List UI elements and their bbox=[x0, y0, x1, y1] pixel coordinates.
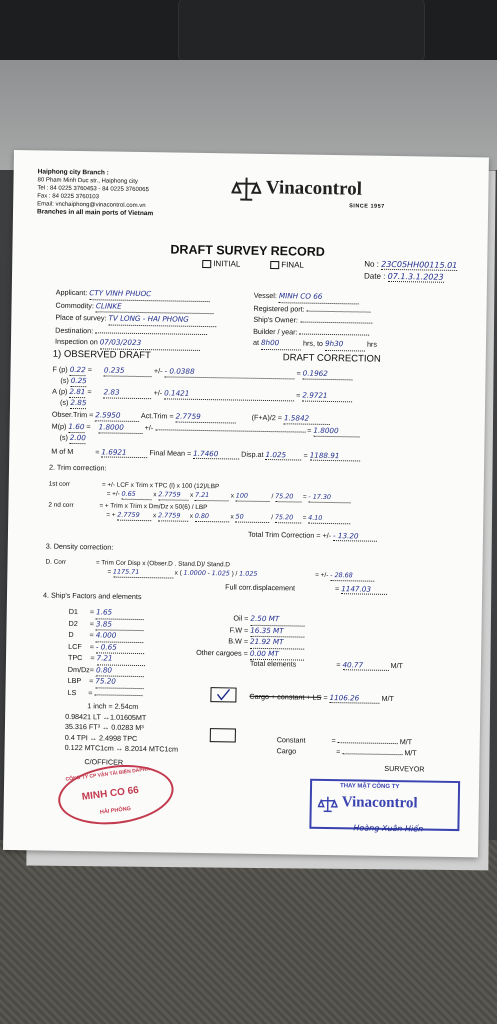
a-corr-value: 0.1421 bbox=[164, 388, 294, 401]
second-dmdz-value: 0.80 bbox=[195, 512, 229, 523]
cargo-constant-label: Cargo + constant + LS bbox=[249, 691, 322, 702]
a-label: A (p) bbox=[52, 386, 68, 396]
obs-density-value: 1.0000 bbox=[183, 568, 206, 578]
no-value: 23C05HH00115.01 bbox=[381, 259, 458, 270]
first-corr-formula: = +/- LCF x Trim x TPC (l) x 100 (12)/LBP bbox=[101, 481, 220, 491]
oil-label: Oil bbox=[233, 613, 243, 623]
stamp-city: HẢI PHÒNG bbox=[99, 805, 132, 816]
branch-info bbox=[37, 168, 154, 218]
fw-value: 16.35 MT bbox=[250, 625, 304, 637]
total-trim-value: - 13.20 bbox=[333, 531, 377, 542]
second-lbp-value: 75.20 bbox=[275, 513, 301, 523]
document-title: DRAFT SURVEY RECORD bbox=[170, 242, 325, 259]
trim-heading: 2. Trim correction: bbox=[48, 462, 107, 473]
total-elements-unit: M/T bbox=[390, 660, 403, 671]
lcf-value: - 0.65 bbox=[96, 642, 144, 654]
m-p-value: 1.60 bbox=[68, 421, 85, 432]
conv-mtc: 0.122 MTC1cm ↔ 8.2014 MTC1cm bbox=[64, 742, 179, 754]
ls-value bbox=[94, 694, 142, 696]
branch-fax: Fax : 84 0225 3760103 bbox=[37, 193, 100, 201]
conv-inch: 1 inch = 2.54cm bbox=[87, 701, 139, 712]
trim-cor-disp-value: 1175.71 bbox=[113, 568, 173, 579]
a-p-value: 2.81 bbox=[69, 386, 86, 397]
stand-density-divisor: 1.025 bbox=[239, 569, 258, 578]
second-trim2-value: 2.7759 bbox=[158, 511, 188, 521]
constant-cargo-rows: Constant = M/T Cargo = M/T bbox=[276, 735, 417, 758]
final-mean-value: 1.7460 bbox=[193, 449, 239, 460]
surveyor-signature: Hoàng Xuân Hiến bbox=[353, 823, 424, 834]
other-cargoes-value: 0.00 MT bbox=[250, 648, 304, 660]
vinacontrol-logo bbox=[231, 175, 385, 210]
m-label: M(p) bbox=[51, 421, 67, 431]
cargo-constant-value: 1106.26 bbox=[329, 693, 379, 704]
d1-value: 1.65 bbox=[96, 607, 144, 619]
stamp-scale-icon bbox=[318, 795, 338, 813]
cargo-value bbox=[342, 753, 402, 755]
constant-unit: M/T bbox=[399, 737, 413, 747]
a-s-value: 2.85 bbox=[70, 397, 87, 408]
first-corr-label: 1st corr bbox=[48, 480, 71, 488]
at-label: at bbox=[252, 337, 260, 347]
total-elements-row: Total elements = 40.77 M/T bbox=[249, 658, 403, 671]
cargo-constant-row: Cargo + constant + LS = 1106.26 M/T bbox=[249, 691, 395, 704]
other-cargoes-label: Other cargoes bbox=[196, 647, 242, 658]
mean-of-mean-row: M of M = 1.6921 Final Mean = 1.7460 Disp.at 1.025 = 1188.91 bbox=[51, 447, 360, 462]
no-label: No : bbox=[364, 259, 379, 269]
owner-label: Ship's Owner: bbox=[253, 314, 298, 325]
stamp-logo-text: Vinacontrol bbox=[341, 794, 418, 812]
total-trim-label: Total Trim Correction bbox=[247, 529, 315, 540]
owner-value bbox=[300, 322, 372, 324]
cargo-checkbox bbox=[210, 687, 236, 702]
bw-value: 21.92 MT bbox=[250, 637, 304, 649]
full-corr-label: Full corr.displacement bbox=[225, 582, 296, 593]
trim-row: Obser.Trim = 2.5950 Act.Trim = 2.7759 (F+A)/2 = 1.5842 bbox=[52, 410, 330, 425]
constant-value bbox=[338, 742, 398, 744]
m-s-label: (s) bbox=[59, 432, 68, 442]
second-corr-result: 4.10 bbox=[308, 514, 350, 525]
first-corr-result: - 17.30 bbox=[308, 493, 350, 504]
final-option bbox=[270, 260, 304, 270]
a-result-value: 2.9721 bbox=[302, 391, 352, 403]
a-s-label: (s) bbox=[59, 397, 69, 407]
branch-address: 80 Pham Minh Duc str., Haiphong city bbox=[37, 177, 138, 185]
branch-tel: Tel : 84 0225 3760453 - 84 0225 3760065 bbox=[37, 185, 149, 194]
branch-email: Email: vnchaiphong@vinacontrol.com.vn bbox=[37, 201, 146, 210]
date-label: Date : bbox=[363, 271, 386, 281]
lbp-value: 75.20 bbox=[95, 676, 143, 688]
final-label: FINAL bbox=[281, 260, 304, 270]
at-value: 8h00 bbox=[261, 337, 301, 350]
branch-title: Haiphong city Branch : bbox=[37, 168, 109, 177]
first-num-value: 100 bbox=[236, 492, 270, 503]
f-s-value: 0.25 bbox=[70, 375, 87, 386]
act-trim-label: Act.Trim bbox=[140, 411, 168, 421]
cargo-label: Cargo bbox=[276, 746, 297, 756]
second-correction: 2 nd corr = + Trim x Trim x Dm/Dz x 50(6) / LBP = + 2.7759 x 2.7759 x 0.80 x 50 / 75.20 = 4.10 bbox=[48, 501, 350, 525]
stamp-ship: MINH CO 66 bbox=[81, 784, 140, 803]
builder-value bbox=[299, 333, 369, 335]
conv-lt: 0.98421 LT ↔1.01605MT bbox=[65, 711, 147, 722]
first-tpc-value: 7.21 bbox=[195, 491, 229, 502]
document-date bbox=[364, 272, 444, 283]
total-elements-label: Total elements bbox=[249, 658, 297, 669]
conv-ft3: 35.316 FT³ ↔ 0.0283 M³ bbox=[64, 721, 144, 733]
density-formula: = Trim Cor Disp x (Obser.D . Stand.D)/ Stand.D bbox=[95, 559, 231, 569]
f-s-label: (s) bbox=[60, 375, 69, 385]
hrs-to-label: hrs, to bbox=[302, 338, 324, 348]
branch-network: Branches in all main ports of Vietnam bbox=[36, 208, 154, 218]
check-mark-icon bbox=[211, 688, 235, 701]
applicant-value: CTY VINH PHUOC bbox=[89, 287, 209, 301]
f-mean-value: 0.235 bbox=[104, 365, 152, 377]
conversion-table bbox=[65, 701, 179, 755]
destination-label: Destination: bbox=[55, 325, 94, 335]
fw-label: F.W bbox=[229, 624, 243, 635]
density-heading: 3. Density correction: bbox=[45, 541, 114, 552]
full-corr-value: 1147.03 bbox=[341, 584, 387, 595]
factors-right: Oil = 2.50 MT F.W = 16.35 MT B.W = 21.92 MT Other cargoes = 0.00 MT bbox=[196, 613, 304, 661]
applicant-label: Applicant: bbox=[55, 287, 88, 298]
constant-label: Constant bbox=[276, 735, 306, 745]
dmdz-value: 0.80 bbox=[96, 665, 144, 677]
hrs-label: hrs bbox=[366, 339, 378, 349]
tpc-value: 7.21 bbox=[96, 653, 144, 665]
m-s-value: 2.00 bbox=[69, 432, 86, 443]
obs-trim-label: Obser.Trim bbox=[51, 409, 88, 420]
scale-icon bbox=[231, 175, 261, 201]
fa2-value: 1.5842 bbox=[284, 413, 330, 425]
oil-value: 2.50 MT bbox=[250, 614, 304, 626]
forward-draft: F (p) 0.22 = 0.235 +/- - 0.0388 = 0.1962 (s) 0.25 bbox=[52, 365, 352, 392]
density-result: - 28.68 bbox=[330, 571, 374, 582]
commodity-label: Commodity: bbox=[55, 300, 94, 310]
registered-value bbox=[307, 310, 371, 312]
observed-heading: 1) OBSERVED DRAFT bbox=[52, 348, 151, 362]
second-trim1-value: 2.7759 bbox=[117, 511, 151, 522]
second-num-value: 50 bbox=[235, 513, 269, 524]
aft-draft: A (p) 2.81 = 2.83 +/- 0.1421 = 2.9721 (s) 2.85 bbox=[52, 387, 353, 414]
total-trim-row: Total Trim Correction = +/- - 13.20 bbox=[248, 530, 377, 542]
act-trim-value: 2.7759 bbox=[176, 412, 236, 424]
f-label: F (p) bbox=[52, 364, 68, 374]
factors-heading: 4. Ship's Factors and elements bbox=[42, 590, 142, 602]
logo-text: Vinacontrol bbox=[265, 177, 363, 200]
correction-heading: DRAFT CORRECTION bbox=[282, 352, 381, 365]
second-corr-formula: = + Trim x Trim x Dm/Dz x 50(6) / LBP bbox=[99, 502, 208, 512]
d-value: 4.000 bbox=[96, 630, 144, 642]
second-corr-label: 2 nd corr bbox=[48, 501, 74, 509]
registered-label: Registered port: bbox=[253, 303, 305, 314]
total-elements-value: 40.77 bbox=[342, 660, 388, 671]
displacement-value: 1188.91 bbox=[310, 451, 360, 462]
stamp-on-behalf: THAY MẶT CÔNG TY bbox=[340, 783, 400, 791]
officer-label: C/OFFICER bbox=[84, 757, 124, 767]
stand-density-value: 1.025 bbox=[211, 569, 230, 578]
density-correction: D. Corr = Trim Cor Disp x (Obser.D . Stand.D)/ Stand.D = 1175.71 x ( 1.0000 - 1.025 ) / 1.025 = +/- - 28.68 bbox=[45, 558, 374, 582]
place-value: TV LONG - HAI PHONG bbox=[108, 313, 216, 327]
initial-label: INITIAL bbox=[213, 259, 241, 269]
surveyor-label: SURVEYOR bbox=[384, 763, 425, 774]
m-mean-value: 1.8000 bbox=[99, 422, 143, 434]
place-label: Place of survey: bbox=[55, 312, 107, 323]
commodity-value: CLINKE bbox=[96, 300, 214, 314]
inspection-value: 07/03/2023 bbox=[100, 336, 200, 350]
logo-since: SINCE 1957 bbox=[349, 203, 385, 210]
f-p-value: 0.22 bbox=[69, 364, 86, 375]
date-value: 07.1.3.1.2023 bbox=[387, 271, 444, 282]
m-corr-value bbox=[155, 429, 305, 432]
to-value: 9h30 bbox=[325, 338, 365, 351]
fa2-label: (F+A)/2 bbox=[251, 412, 276, 423]
dcorr-label: D. Corr bbox=[45, 558, 67, 566]
first-lbp-value: 75.20 bbox=[275, 492, 301, 502]
constant-checkbox bbox=[210, 728, 236, 742]
final-mean-label: Final Mean bbox=[149, 448, 186, 458]
trackpad bbox=[178, 0, 425, 64]
vessel-label: Vessel: bbox=[253, 290, 278, 301]
first-correction: 1st corr = +/- LCF x Trim x TPC (l) x 100 (12)/LBP = +/- 0.65 x 2.7759 x 7.21 x 100 / 75.20 = - 17.30 bbox=[49, 480, 351, 504]
destination-value bbox=[95, 332, 207, 335]
first-lcf-value: 0.65 bbox=[121, 490, 151, 500]
stamp-company: CÔNG TY CP VẬN TẢI BIỂN DAPHA bbox=[65, 766, 151, 783]
final-checkbox bbox=[270, 261, 279, 269]
f-result-value: 0.1962 bbox=[303, 369, 353, 381]
f-corr-value: - 0.0388 bbox=[164, 366, 294, 379]
disp-density-value: 1.025 bbox=[265, 450, 301, 461]
full-corr-row: Full corr.displacement = 1147.03 bbox=[225, 582, 387, 595]
d2-value: 3.85 bbox=[96, 619, 144, 631]
inspection-label: Inspection on bbox=[54, 336, 98, 347]
midship-draft: M(p) 1.60 = 1.8000 +/- = 1.8000 (s) 2.00 bbox=[51, 422, 359, 449]
info-right bbox=[253, 290, 378, 351]
obs-trim-value: 2.5950 bbox=[95, 410, 139, 422]
cargo-unit: M/T bbox=[404, 748, 417, 758]
first-trim-value: 2.7759 bbox=[158, 490, 188, 500]
mofm-label: M of M bbox=[51, 446, 74, 456]
conv-tpi: 0.4 TPI ↔ 2.4998 TPC bbox=[64, 732, 138, 743]
m-result-value: 1.8000 bbox=[313, 426, 359, 438]
factors-left: D1 = 1.65 D2 = 3.85 D = 4.000 LCF = - 0.65 TPC = 7.21 Dm/Dz= 0.80 LBP = 75.20 LS = bbox=[67, 607, 145, 699]
bw-label: B.W bbox=[228, 636, 242, 646]
initial-checkbox bbox=[202, 260, 211, 268]
a-mean-value: 2.83 bbox=[104, 387, 152, 399]
draft-survey-document bbox=[3, 150, 489, 857]
initial-option bbox=[202, 259, 240, 269]
builder-label: Builder / year: bbox=[253, 326, 298, 336]
vessel-value: MINH CO 66 bbox=[279, 290, 359, 304]
mofm-value: 1.6921 bbox=[101, 447, 147, 458]
disp-label: Disp.at bbox=[241, 449, 264, 459]
info-left bbox=[55, 287, 217, 351]
document-number bbox=[364, 260, 457, 271]
cargo-constant-unit: M/T bbox=[381, 693, 395, 704]
ship-stamp bbox=[55, 759, 177, 831]
laptop-edge bbox=[0, 0, 497, 60]
